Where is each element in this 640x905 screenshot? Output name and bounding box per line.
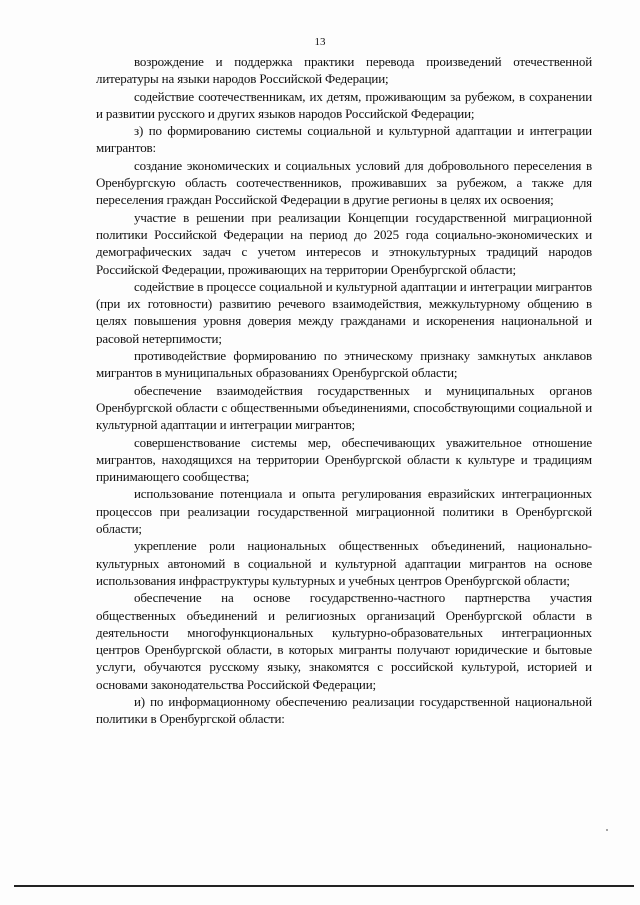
paragraph: создание экономических и социальных условий для добровольного переселения в Оренбургскую область соотечественников, проживавших за рубежом, а также для переселения граждан Российской Федерации в другие регионы в целях их освоения;	[96, 157, 592, 208]
paragraph: совершенствование системы мер, обеспечивающих уважительное отношение мигрантов, находящихся на территории Оренбургской области к культуре и традициям принимающего сообщества;	[96, 434, 592, 485]
paragraph: участие в решении при реализации Концепции государственной миграционной политики Российской Федерации на период до 2025 года социально-экономических и демографических задач с учетом интересов и этнокультурных традиций народов Российской Федерации, проживающих на территории Оренбургской области;	[96, 209, 592, 277]
paragraph: укрепление роли национальных общественных объединений, национально-культурных автономий в социальной и культурной адаптации мигрантов на основе использования инфраструктуры культурных и учебных центров Оренбургской области;	[96, 538, 592, 588]
paragraph: обеспечение на основе государственно-частного партнерства участия общественных объединений и религиозных организаций Оренбургской области в деятельности многофункциональных культурно-образовательных интеграционных центров Оренбургской области, в которых мигранты получают юридические и бытовые услуги, обучаются русскому языку, знакомятся с российской культурой, историей и основами законодательства Российской Федерации;	[96, 590, 592, 692]
page-bottom-edge	[14, 885, 634, 887]
page-number: 13	[314, 36, 326, 48]
scan-artifact	[606, 829, 608, 831]
paragraph: обеспечение взаимодействия государственных и муниципальных органов Оренбургской области с общественными объединениями, способствующими социальной и культурной адаптации и интеграции мигрантов;	[96, 382, 592, 433]
paragraph: противодействие формированию по этническому признаку замкнутых анклавов мигрантов в муниципальных образованиях Оренбургской области;	[96, 348, 592, 381]
paragraph: возрождение и поддержка практики перевода произведений отечественной литературы на языки народов Российской Федерации;	[96, 54, 592, 87]
paragraph: и) по информационному обеспечению реализации государственной национальной политики в Оренбургской области:	[96, 693, 592, 727]
paragraph: содействие соотечественникам, их детям, проживающим за рубежом, в сохранении и развитии русского и других языков народов Российской Федерации;	[96, 88, 592, 121]
paragraph: содействие в процессе социальной и культурной адаптации и интеграции мигрантов (при их готовности) развитию речевого взаимодействия, межкультурному общению в целях повышения уровня доверия между гражданами и искоренения национальной и расовой нетерпимости;	[96, 278, 592, 346]
document-body	[96, 53, 592, 728]
paragraph: использование потенциала и опыта регулирования евразийских интеграционных процессов при реализации государственной миграционной политики в Оренбургской области;	[96, 486, 592, 537]
paragraph: з) по формированию системы социальной и культурной адаптации и интеграции мигрантов:	[96, 123, 592, 156]
